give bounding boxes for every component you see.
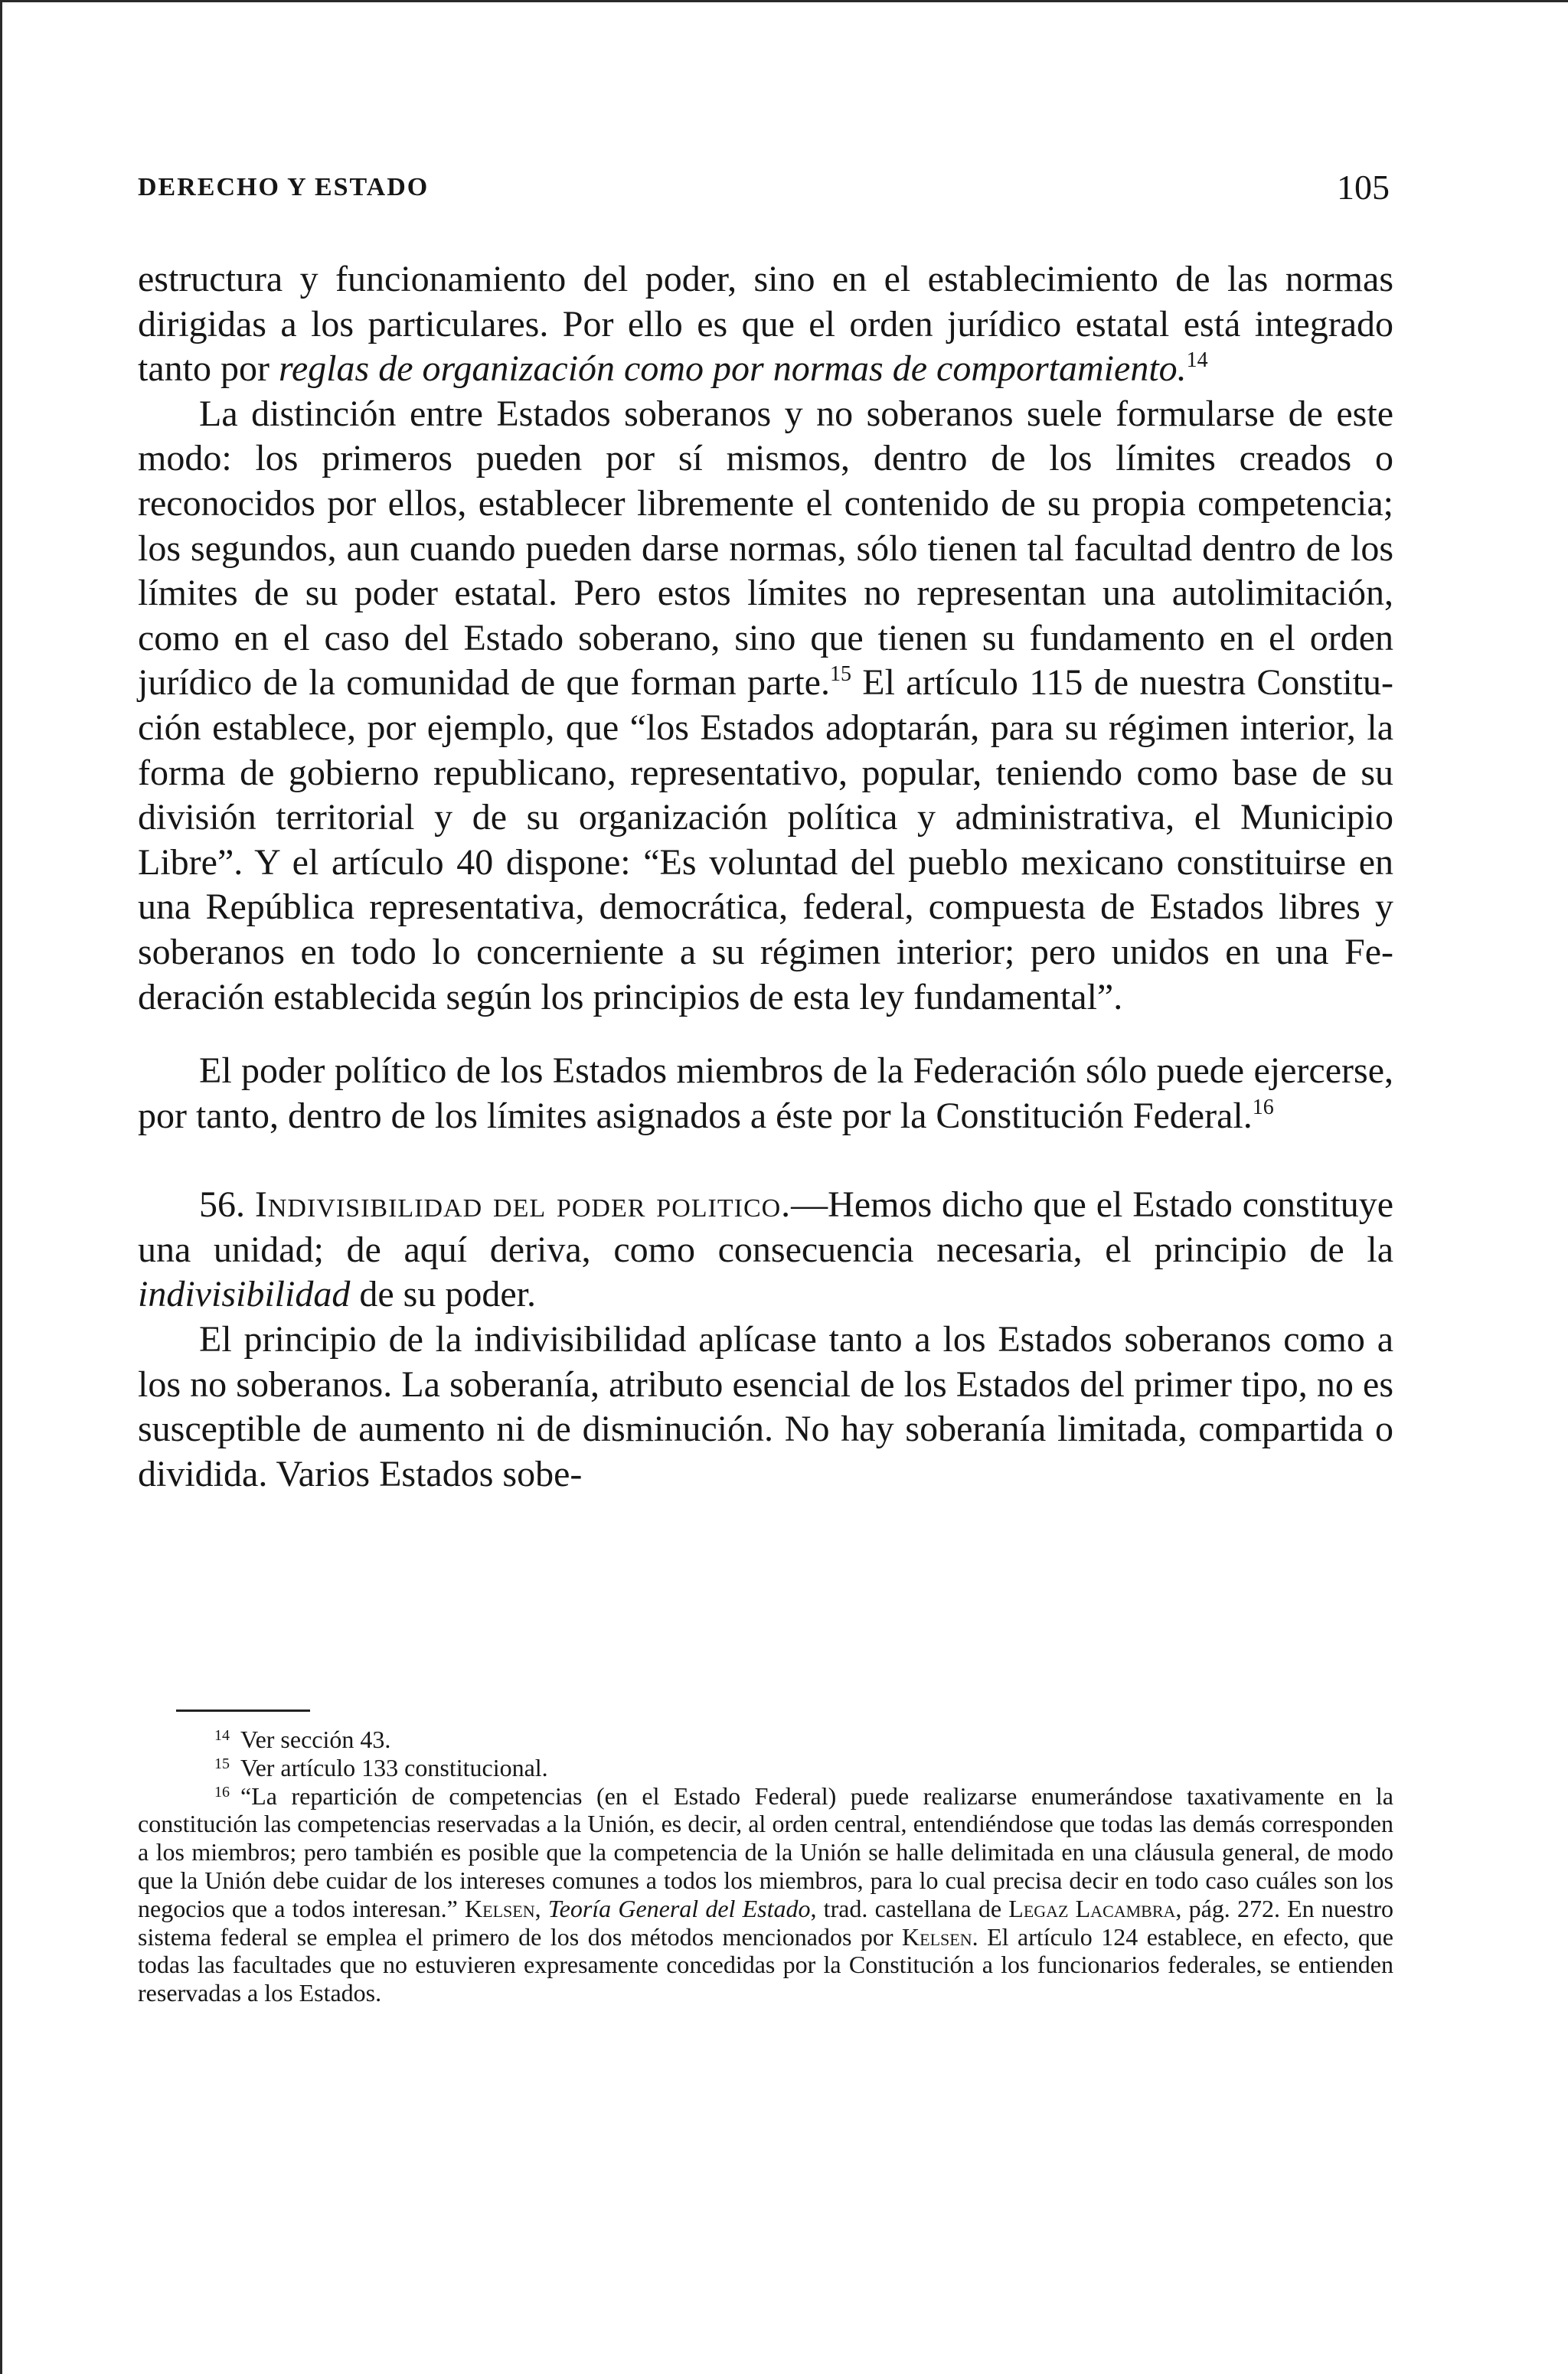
- section-56-text-a: —Hemos dicho que el Estado constituye una unidad; de aquí deriva, como consecuencia necesaria, el principio de la: [138, 1184, 1394, 1270]
- running-header: [138, 167, 1390, 205]
- footnote-ref-16: 16: [1252, 1095, 1274, 1119]
- footnote-rule: [176, 1709, 310, 1712]
- footnote-ref-15: 15: [829, 662, 851, 687]
- paragraph-1-text: estructura y funcionamiento del poder, sino en el establecimiento de las normas dirigidas a los particulares. Por ello es que el orden jurídico estatal está integrado tanto por: [138, 259, 1393, 390]
- section-56-emphasis: indivisibilidad: [138, 1274, 351, 1315]
- paragraph-2-text-a: La distinción entre Estados soberanos y no soberanos suele formularse de este modo: los primeros pueden por sí mismos, dentro de los límites creados o reconocidos por ellos, establecer libremente el contenido de su propia competencia; los segundos, aun cuando pueden darse normas, sólo tienen tal facultad dentro de los límites de su poder estatal. Pero estos límites no representan una autolimitación, como en el caso del Estado soberano, sino que tienen su fundamento en el orden jurídico de la comunidad de que forman parte.: [138, 393, 1393, 704]
- footnote-16-translator: Legaz Lacambra: [1008, 1894, 1176, 1922]
- section-56: [138, 1183, 1393, 1318]
- footnote-16-book-title: Teoría General del Estado: [547, 1894, 811, 1922]
- footnote-16-author-2: Kelsen: [902, 1922, 972, 1951]
- footnote-16-text-e: . El artículo 124 establece, en efecto, que todas las facultades que no estuvieren expresamente concedidas por la Constitución a los funcionarios federales, se entienden reservadas a los Estados.: [138, 1922, 1394, 2007]
- footnote-16-author-1: Kelsen: [465, 1894, 535, 1922]
- paragraph-2: [138, 392, 1393, 1020]
- paragraph-1-emphasis: reglas de organización como por normas de comportamiento.: [278, 348, 1187, 390]
- paragraph-5-text: El principio de la indivisibilidad aplícase tanto a los Estados soberanos como a los no soberanos. La soberanía, atributo esencial de los Estados del primer tipo, no es susceptible de aumento ni de disminución. No hay soberanía limitada, compartida o dividida. Varios Estados sobe-: [138, 1319, 1393, 1494]
- footnote-16-text-c: , trad. castellana de: [810, 1894, 1009, 1922]
- paragraph-1: [138, 257, 1393, 392]
- section-title: Indivisibilidad del poder politico.: [254, 1184, 792, 1226]
- footnote-ref-14: 14: [1186, 348, 1208, 373]
- footnotes: [138, 1726, 1393, 2007]
- footnote-15-number: 15: [214, 1755, 230, 1772]
- paragraph-2-text-b: El artículo 115 de nuestra Constitución establece, por ejemplo, que “los Estados adoptarán, para su régimen interior, la forma de gobierno republicano, representativo, popular, teniendo como base de su división territorial y de su organización política y administrativa, el Municipio Libre”. Y el artículo 40 dispone: “Es voluntad del pueblo mexicano constituirse en una República representativa, democrática, federal, compuesta de Estados libres y soberanos en todo lo concerniente a su régimen interior; pero unidos en una Federación establecida según los principios de esta ley fundamental”.: [138, 662, 1394, 1017]
- footnote-16-text-d: , pág. 272. En nuestro sistema federal se emplea el primero de los dos métodos mencionados por: [138, 1894, 1394, 1951]
- footnote-16-text-b: ,: [534, 1894, 548, 1922]
- footnote-14-number: 14: [214, 1727, 230, 1744]
- footnote-16-text-a: “La repartición de competencias (en el Estado Federal) puede realizarse enumerándose taxativamente en la constitución las competencias reservadas a la Unión, es decir, al orden central, entendiéndose que todas las demás corresponden a los miembros; pero también es posible que la competencia de la Unión se halle delimitada en una cláusula general, de modo que la Unión debe cuidar de los intereses comunes a todos los miembros, para lo cual precisa decir en todo caso cuáles son los negocios que a todos interesan.”: [138, 1781, 1393, 1922]
- footnote-15-text: Ver artículo 133 constitucional.: [240, 1753, 548, 1781]
- footnote-16-number: 16: [214, 1783, 230, 1801]
- footnote-15: [138, 1754, 1393, 1782]
- section-number: 56.: [199, 1184, 255, 1226]
- footnote-16: [138, 1782, 1393, 2007]
- footnote-14-text: Ver sección 43.: [240, 1726, 391, 1753]
- body-text: [138, 257, 1393, 1497]
- paragraph-5: [138, 1318, 1393, 1497]
- page-number: 105: [1337, 168, 1390, 207]
- running-head-title: DERECHO Y ESTADO: [138, 173, 430, 201]
- footnote-14: [138, 1726, 1393, 1754]
- section-56-text-b: de su poder.: [350, 1274, 536, 1315]
- paragraph-3-text: El poder político de los Estados miembros de la Federación sólo puede ejercerse, por tanto, dentro de los límites asignados a éste por la Constitución Federal.: [138, 1050, 1393, 1136]
- paragraph-3: [138, 1049, 1393, 1138]
